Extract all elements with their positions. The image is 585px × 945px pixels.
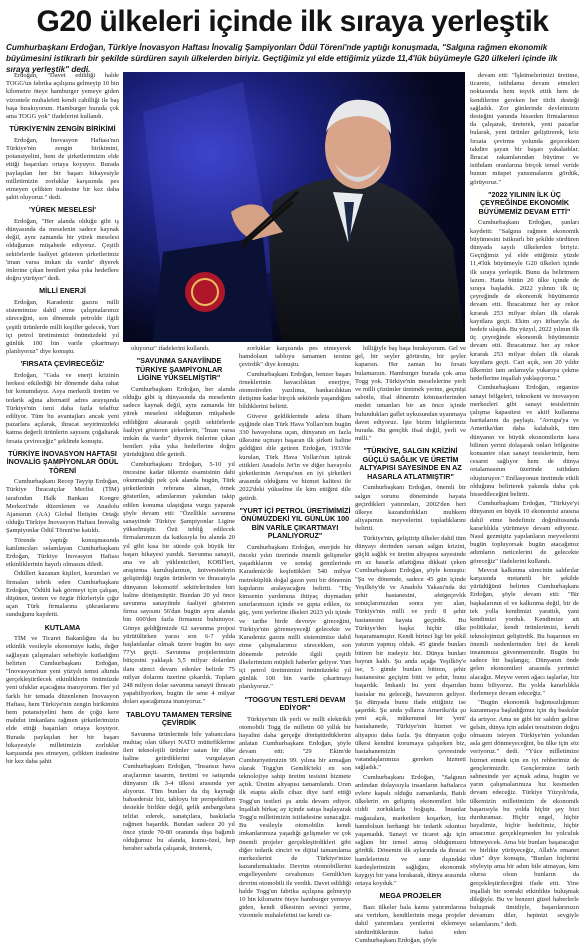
subheading: MİLLİ ENERJİ — [39, 286, 86, 296]
paragraph: hilliğiyle baş başa bırakıyorum. Gel ve gel, bir seyler görürsün, bir şeyler kaparsın. Her zaman bu fırsatı bulamazsın. Hamburger burada çok ama Togg yok. Türkiye'nin meselelerine yerli ve milli çözümler üretmek yerine, geçmişi sabotlu, ifsal dönemin kömiserlerinden medet umanları bir an önce içinde bulundukları gaflet uykusundan uyanmaya davet ediyoruz. İşte bizim bilgilerimiz burada. Bu gençlik ifsal değil, yerli ve milli." — [355, 345, 467, 443]
subheading: TABLOYU TAMAMEN TERSİNE ÇEVİRDİK — [126, 709, 232, 728]
subheading: 'FIRSATA ÇEVİRECEĞİZ' — [20, 359, 105, 369]
column-3 — [239, 345, 351, 920]
paragraph: TİM ve Ticaret Bakanlığını da bu etkinlik vesileyle ekonomiye katkı, değer sağlayan çalışmaları sebebiyle kutladığını belirten Cumhurbaşkanı Erdoğan, "İnovasyon'nun yeni yüzyılı temsi altında gerçekleştirilecek etkinliklerin önümüzde yeni ufuklar açacağına inanıyorum. Her yıl farklı bir temada düzenlenen İnovasyon Haftası, hem Türkiye'nin zengin birikimini hem potansiyelini hem de çoğu kere mahdut imkanlara rağmen şirketlerimizin elde ettiği başarıları ortaya koyuyor. Burada paylaşılan her bir başarı hikayesiyle milletimizin zorluklar karşısında pes etmeyen, çelikten iradesine bir kez daha şahit — [6, 635, 119, 766]
subheading: "SAVUNMA SANAYİİNDE TÜRKİYE ŞAMPİYONLAR LİGİNE YÜKSELMİŞTİR" — [135, 356, 223, 383]
paragraph: "Bugün ekonomik bağımsızlığımızı kazanmaya başladığımız için dış baskılar da artıyor. Ama ne gibi bir saldırı gelirse gelsin, dünya için adalet terazisinin doğru olmasını isteyen Türkiye'nin yolundan asla geri dönmeyeceğini, bu ülke için söz veriyoruz." dedi. "Yüce milletimize hizmet etmek için en iyi rehberimiz de gençlerimizdir. Gençlerimize tarih sahnesinde yer açmak adına, bugün ve yarın çalışmalarımıza hız kesmeden devam edeceğiz. Türkiye Yüzyılı'nda, ülkemizin milletimizin de ekonomik başarısıyla bu yolda hiçbir şey bizi durduramaz. Hiçbir engel, hiçbir hayalimiz, hiçbir hedefimiz, hiçbir amacımız gerçekleşmeden bu yolculuk bitmeyecek. Ama biz bunları başaracağız ve birlikte yürüyeceğiz, Allah'a emanet olun" diye konuştu, "Bunları hiçbirini söyleyip ama bir adım bile atmayan, kim olursa olsun bunların da gerçekleştirileceğini ifade etti. Yine inşallah bir sonraki etkinlikte buluşmak dileğiyle. Bu ve benzeri güzel haberlerle buluşmak ümidiyle, başarılarınızın devamını diler, hepinizi sevgiyle selamlarım." dedi. — [470, 699, 579, 928]
subheading: KUTLAMA — [44, 622, 81, 632]
subheading: TÜRKİYE İNOVASYON HAFTASI İNOVALİG ŞAMPİYONLAR ÖDÜL TÖRENİ — [6, 448, 119, 475]
paragraph: Erdoğan, "Gıda ve enerji krizinin herkesi etkilediği bir dönemde daha rahat bir konumdayız. Asya merkezli üretim ve tedarik ağına alternatif adres arayışında Türkiye'nin ismi daha fazla telaffuz ediliyor. Tüm bu avantajları ancak yeni pazarlara açılarak, ihracat seyirimizdeki katma değerli ürünlerin sayısını çoğaltarak fırsata çevireceğiz" şeklinde konuştu. — [6, 371, 119, 445]
paragraph: Güveve geldiklerinde adeta ilham eşiğinde olan Türk Hava Yolları'nın bugün 330 havayoluna uçan, dünyanın en fazla ülkesine uçmayı başaran ilk şirketi haline geldiğini dile getiren Erdoğan, 1933'de kurulan, Türk Hava Yolları'nın iştirak ettikleri Anadolu Jet'in ve diğer havayolu şirketlerinin Avrupa'nın en iyi şirketleri arasında olduğunu ve hizmet kalitesi ile 2022'deki yükselme ile kim ettiğini dile getirdi. — [239, 412, 351, 502]
column-5 — [470, 72, 579, 928]
paragraph: devam etti: "İşletmelerimizi üretime, ticarete, istihdama devam etmeleri noktasında hem teşvik ettik hem de kendilerine gereken her türlü desteği sağladık. Zor günlerinde devletinizin desteğini yanında hisseden firmalarımız da çalışarak, üreterek, yeni pazarlar bularak, yeni ürünler geliştirerek, kriz fırsata çevirme yolunda geçecekten takdire şayan bir başarı yakaladılar. İhracat rakamlarından büyüme ve istihdam oranlarına birçok temel veride bunun müspet yansımalarını gördük, görüyoruz." — [470, 72, 579, 186]
paragraph: zorluklar karşısında pes etmeyerek hamdolsun tabloyu tamamen tersine çevirdik" diye konuştu. — [239, 345, 351, 369]
paragraph: Mevcut kalkınma sürecinin saldırılar karşısında metanetli bir şekilde yürüdüğünü belirten Cumhurbaşkanı Erdoğan, şöyle devam etti: "Bir başkalarının el ve kalkınma değil, bir de tek yolla kendimizi yarattık, yani kendimizi yorduk. Kendimize ait politikalar, kendi ürünlerimizi, kendi teknolojimizi geliştirdik. Bu başarının en önemli nedenlerinden biri de kendi insanımıza güvenmemizdir. Bugün bu sadece bir başlangıç. Dünyanın önde gelen ekonomileri arasında yerimizi alacağız. Meyve veren ağacı taşlarlar, biz bunu biliyoruz. Bu yolda kararlılıkla ilerlemeye devam edeceğiz." — [470, 566, 579, 697]
subheading: MEGA PROJELER — [379, 891, 442, 901]
headline: G20 ülkeleri içinde ilk sıraya yerleştik — [36, 5, 549, 38]
paragraph: oluyoruz" ifadelerini kullandı. — [131, 345, 210, 352]
lead-paragraph: Cumhurbaşkanı Erdoğan, Türkiye İnovasyon Haftası İnovalig Şampiyonları Ödül Töreni'nde yaptığı konuşmada, "Salgına rağmen ekonomik büyümesini istikrarlı bir şekilde sürdüren sayılı ülkelerden biriyiz. Geçtiğimiz yıl elde ettiğimiz yüzde 11,4'lük büyümeyle G20 ülkeleri içinde ilk sıraya yerleştik" dedi. — [6, 43, 558, 74]
paragraph: Cumhurbaşkanı Erdoğan, enerjide bir önceki yılın üzerinde önemli gelişmeler yaşadıklarını ve sondaj gemilerinde Karadeniz'de keşfettikleri 540 milyar metreküplük doğal gazın yeni bir dönemin kapılarını aralayacağını belirtti. "Hiç kimsenin yardımına ihtiyaç duymadan sınırlarımızın içinde ve gıpta edilen, öz güç, yeni yerlerine ilkeleri 2023 yılı içinde ve tarihe birde devreye gireceğini, Türkiye'nin göremeyeceği gelecekte ve Karadeniz gazını milli sistemimize dahil etme çalışmalarımız sürecekken, son dönemde petrolde ilgili çeşitli ilkelerimizin müjdeli haberler geliyor. Yurt içi petrol üretimimizi önümüzdeki yıl günlük 100 bin varile çıkartmayı planlıyoruz." — [239, 543, 351, 691]
paragraph: Cumhurbaşkanı Recep Tayyip Erdoğan, Türkiye İhracatçılar Meclisi (TİM) tarafından Halk Bankası Kongre Merkezi'nde düzenlenen ve Anadolu Ajansının (AA) Global İletişim Ortağı olduğu Türkiye İnovasyon Haftası İnovalig Şampiyonlar Ödül Töreni'ne katıldı. — [6, 478, 119, 535]
paragraph: Türkiye'nin, geliştirip ülkeler dahil tüm dünyayı derinden sarsan salgın krizini, güçlü sağlık ve üretim altyapısı sayesinde en az hasarla atlattığına dikkati çeken Cumhurbaşkanı Erdoğan, şöyle konuştu: "Şu ve dönemde, sadece 45 gün içinde Yeşilköy'de ve Anadolu Yakası'nda iki şehir hastanesini, afetgeçevlık sonuçlarımızdan sonra yer alan, Türkiye'nin milli ve yerli 8 şehir hastanesini hayata geçirdik. Bu Türkiye'den başka hiçbir ülke başaramamıştır. Kendi birinci ligi bir şekil yatırım yapmış olduk. 45 günde bunları bitiren bir iradeyiz biz. Dünya bunları hayran kaldı. Şu anda uçağa Yeşilköy'e ise, 5 günde bunları bitiren, şehir hastanesine geçişim bitti ve şehir, bunu başardık. İmkanlı bu yeni dışarıdan hastalar mı geleceği, havuzeron geliyor. Şu dünyada bunu ifade ettiğiniz ise şaşırdık. Şu anda yıllarca Amerika'da şu yeni açık, mükemmel bir 'yeni' hastahanede, Türkiye'nin hizmet ve altyapısı daha fazla. Şu dünyanın çoğu ülkesi kendini korumaya çalışırken biz, hastahanemizin çevresinde vatandaşlarımıza gereken hizmeti sağladık." — [355, 534, 466, 772]
paragraph: Cumhurbaşkanı Erdoğan, her alanda olduğu gibi iş dünyasında da meselenin sadece kaynak değil, aynı zamanda bir yürek meselesi olduğunun müşahede edildiğini aktararak çeşitli sektörlerde faaliyet gösteren şirketlerin, "İman varsa imkân da vardır" diyerek önlerine çıkan bentleri yıka yıka hedeflerine doğru yürüdüğünü dile getirdi. — [123, 385, 235, 459]
paragraph: Törende yaptığı konuşmasında katılımcıları selamlayan Cumhurbaşkanı Erdoğan, Türkiye İnovasyon Haftası etkinliklerinin hayırlı olmasını diledi. — [6, 536, 119, 569]
paragraph: Erdoğan, "Her alanda olduğu gibi iş dünyasında da meselenin sadece kaynak değil, aynı zamanda bir yürek meselesi olduğunun müşahede ediyoruz. Çeşitli sektörlerde faaliyet gösteren şirketlerimiz 'iman varsa imkan da vardır' diyerek önlerine çıkan bentleri yıka yıka hedeflere doğru yürüyor" dedi. — [6, 217, 119, 283]
subheading: "TÜRKİYE, SALGIN KRİZİNİ GÜÇLÜ SAĞLIK VE ÜRETİM ALTYAPISI SAYESİNDE EN AZ HASARLA ATLATMIŞTIR" — [359, 446, 462, 481]
paragraph: Cumhurbaşkanı Erdoğan, şunları kaydetti: "Salgına rağmen ekonomik büyümesini istikrarlı bir şekilde sürdüren dünyada sayılı ülkelerden biriyiz. Geçtiğimiz yıl elde ettiğimiz yüzde 11,4'lük büyümeyle G20 ülkeleri içinde ilk sıraya yerleştik. Bunu da belirtmem lazım. Hatta bütün 20 ülke içinde de sıraya başladık. 2022 yılının ilk üç çeyreğinde de ekonomik büyümemiz devam etti. İhracatımız her ay rekor kırarak 253 milyar doları ilk olarak kayıtlara geçti. Ekim ayı itibarıyla da hedefe ulaştık. Bu yüzyıl, 2022 yılının ilk üç çeyreğinde ekonomik büyümemiz devam etti. İhracatımız her ay rekor kırarak 253 milyar doları ilk olarak kayıtlara geçti. Cari açık, son 20 yıldır ülkemizi tam anlamıyla yukarıya çekme hedeflerine inşallah yaklaşıyoruz." — [470, 219, 579, 383]
paragraph: Cumhurbaşkanı Erdoğan, organize sanayi bölgeleri, teknokent ve inovasyon merkezleri gibi sanayi tesislerinin çalışma kapasitesi ve aktif kullanma haritalarını da paylaştı. "Avrupa'ya ve Amerika'dan daha kalabalık, tüm dünyanın ve büyük ekonomilerin kara bilinen yerini dolaşarak onları bölgesine konsantre olan sanayi tesislerimiz, hem cesaret sağlıyor hem de dünya ortalamasının üzerinde istihdam oluşturuyor." Enflasyonun üretimde etkili olduğunu belirterek yakında daha çok hissedileceğini belirtti. — [470, 384, 579, 499]
subheading: "YURT İÇİ PETROL ÜRETİMİMİZİ ÖNÜMÜZDEKİ YIL GÜNLÜK 100 BİN VARİLE ÇIKARTMAYI PLANLIYORUZ" — [239, 505, 351, 541]
paragraph: Cumhurbaşkanı Erdoğan, "Salgının ardından dolayısıyla insanların haftalarca evlere kapalı olduğu zamanlarda, Batılı ülkelerin en gelişmiş ekonomileri bile ciddi zorluklarla boğuştu. İnsanlar mağazalara, marketlere koşarken, biz hamdolsun herhangi bir tedarik sıkıntısı yaşamadık. Sanayi ve ticaret ağı için sağlam bir temel atmış olduğumuzu gördük. Dönemin ilk aylarında da ihracat hamlelerimiz ve sınır dışındaki kardeşlerimizin sağlığını, ekonomik kaygıyı bir yana bırakarak, dünya arasında ortaya koyduk." — [355, 773, 466, 888]
column-1 — [6, 72, 119, 898]
paragraph: Savunma ürünlerinde bile yabancılara muhtaç olan ülkeyi NATO müttefiklerine ileri teknolojili ürünler satan bir ülke haline getirdiklerini vurgulayan Cumhurbaşkanı Erdoğan, "İnsansız hava araçlarının tasarım, üretimi ve satışında dünyanın ilk 3-4 ülkesi arasında yer alıyoruz. Tüm bunları da dış kaynağı bahsedersiz biz, tabloyu bir perspektiften destekle birlikte değil, gelik ambargolara telifat ederek, sanatçılara, baskılarla rağmen başardık. Bundan sadece 20 yıl önce yüzde 70-80 oranında dışa bağımlı olduğumuz bu alanda, kumu-özel, hep beraber sabırla çalışarak, üreterek, — [123, 730, 235, 853]
paragraph: Cumhurbaşkanı Erdoğan, 5-10 yıl öncesine kadar ülkemiz esamisinin dahi okunmadığı pek çok alanda bugün, Türk şirketlerinin referans alınan, örnek gösterilen, adımlarının yakından takip edilen konuma ulaştığına vurgu yaparak şöyle devam etti: "Özellikle savunma sanayiinde Türkiye Şampiyonlar Ligine yükselmiştir. Özü tebliğ edilecek firmalarımızın da katkısıyla bu alanda 20 yıl gibi kısa bir sürede çok büyük bir başarı hikayesi yazdık. Savunma sanayii, ana ve alt yüklenicileri, KOBİ'leri, araştırma kuruluşlarının, üniversitelerin geliştirdiği özgün ürünlerin ve ihracatıyla dünyanın lokomotif sektörlerinden biri haline dönüşmüştür. Bundan 20 yıl önce savunma sanayiinde faaliyet gösteren firma sayısını 56'dan bugün aynı alanda bin 600'den fazla firmamız bulunuyor. Gönye geldiğimizde 62 savunma projesi yürütülürken yarısı son 6-7 yılda başlatılanlar olmak üzere bugün bu sayı 77'yi geçti. Savunma projelerimizin bütçesini yaklaşık 5,5 milyar dolardan ilanı süreci devam edenler belirde 75 milyar dolarını üzerine çıkardık. Toplam 248 milyon dolar savunma sanayii ihracatı yapabiliyorken, bugün ile sene 4 milyar doları aşacağımıza inanıyoruz." — [123, 460, 235, 706]
paragraph: Cumhurbaşkanı Erdoğan, önemli bir salgın sorunu döneminde hayata geçirdikleri yatırımları, 2002'den beri ülkeye kazandırdıkları muhkem altyapımın meyvelerini topladıklarını belirtti. — [355, 484, 466, 533]
speaker-photo — [123, 72, 465, 342]
paragraph: Türkiye'nin ilk yerli ve milli elektrikli otomobili Togg ile milletin 60 yıllık bir hayalini daha gerçeğe dönüştürdüklerini anlatan Cumhurbaşkanı Erdoğan, şöyle devam etti: "29 Ekim'de Cumhuriyetimizin 99. yılına bir armağan olarak Togg'un Gemlik'teki en son teknolojiye sahip üretim tesisini hizmete açtık. Üretim altyapısı tamamlandı. Urun ilk etapta akıllı cihaz diye tarif ettiği Togg'un testleri şu anda devam ediyor. İnşallah birkaç ay içinde satışa başlayarak Togg'u milletimizin istifadesine sunacağız. Bu vesileyle otomobilin kendi imkanlarımıza yaşadığı gelişmeler ve çok önemli projeler gerçekleştirdikleri gibi diğer tedarik zinciri ve dijital tamamlama merkezlerini de Türkiye'mize kazandırmaktadır. Devrim otomobillerini engelleyenlere cevabımızı Gemlik'ten devrim otomobili ile verdik. Davet edildiği halde Togg'un fabrika açılışına gelmeyip 10 bin kilometre öteye hamburger yemeye giden, kendi ülkesinin sevinci yerine, vizontele muhalefetini ise kendi ca- — [239, 715, 351, 920]
paragraph: Bazı ülkeler hala kamu yatırımlarına ara verirken, kendilerinin mega projeler dahil yatırımlara yenilerini eklemeye sürdürdüklerinin bahsi eden Cumhurbaşkanı Erdoğan, şöyle — [355, 903, 466, 944]
paragraph: Ödülleri kazanan kişileri, kurumları ve firmaları tebrik eden Cumhurbaşkanı Erdoğan, "Ödülü hak görmeyi için çalışan, düşünen, üreten ve özgür fikirleriyle çığır açan Türk firmalarına şükranlarımı sunduğunu kaydetti. — [6, 570, 119, 619]
paragraph: Cumhurbaşkanı Erdoğan, benzer başarı örneklerinin havacılıktan enerjiye, otomotivden yazılıma, bankacılıktan iletişime kadar birçok sektörde yaşandığını bildiklerini belirtti. — [239, 370, 351, 411]
paragraph: Erdoğan, İnovasyon Haftası'nın Türkiye'nin zengin birikimini, potansiyelini, hem de şirketlerimizin elde ettiği başarıları ortaya koyuyor. Burada paylaşılan her bir başarı hikayesiyle milletimizin zorluklar karşısında pes etmeyen çelikten iradesine bir kez daha şahit oluyoruz." dedi. — [6, 136, 119, 202]
paragraph: Cumhurbaşkanı Erdoğan, "Türkiye'yi dünyanın en büyük 10 ekonomisi arasına dahil etme hedefimiz doğrultusunda kararlılıkla yürümeye devam ediyoruz. Nasıl gezmiştiz yapılanların meyvelerini bugün topluyorsak bugün atacağımız adımların neticelerini de gelecekte göreceğiz" ifadelerini kullandı. — [470, 500, 579, 565]
subheading: TÜRKİYE'NİN ZENGİN BİRİKİMİ — [9, 124, 116, 134]
subheading: "TOGG'UN TESTLERİ DEVAM EDİYOR" — [244, 694, 346, 713]
portrait-photo-icon — [123, 72, 465, 342]
column-4 — [355, 345, 467, 944]
subheading: 'YÜREK MESELESİ' — [29, 205, 96, 215]
subheading: "2022 YILININ İLK ÜÇ ÇEYREĞİNDE EKONOMİK BÜYÜMEMİZ DEVAM ETTİ" — [478, 189, 571, 216]
column-2 — [123, 345, 235, 898]
paragraph: Erdoğan, Karadeniz gazını milli sistemimize dahil etme çalışmalarımız süreceğini, son dönemde petrolde ilgili çeşitli ürünlerde milli keşifler gelecek, Yurt içi petrol üretimimizi önümüzdeki yıl günlük 100 bin varile çıkartmayı planlıyoruz" diye konuştu. — [6, 298, 119, 356]
paragraph: Erdoğan, "Davet edildiği halde TOGG'un fabrika açılışına gelmeyip 10 bin kilometre öteye hamburger yemeye giden vizontele muhalefeti kendi cahilliği ile baş başa bırakıyorum. Hamburger burada çok ama TOGG yok" ifadelerini kullandı. — [6, 72, 119, 121]
